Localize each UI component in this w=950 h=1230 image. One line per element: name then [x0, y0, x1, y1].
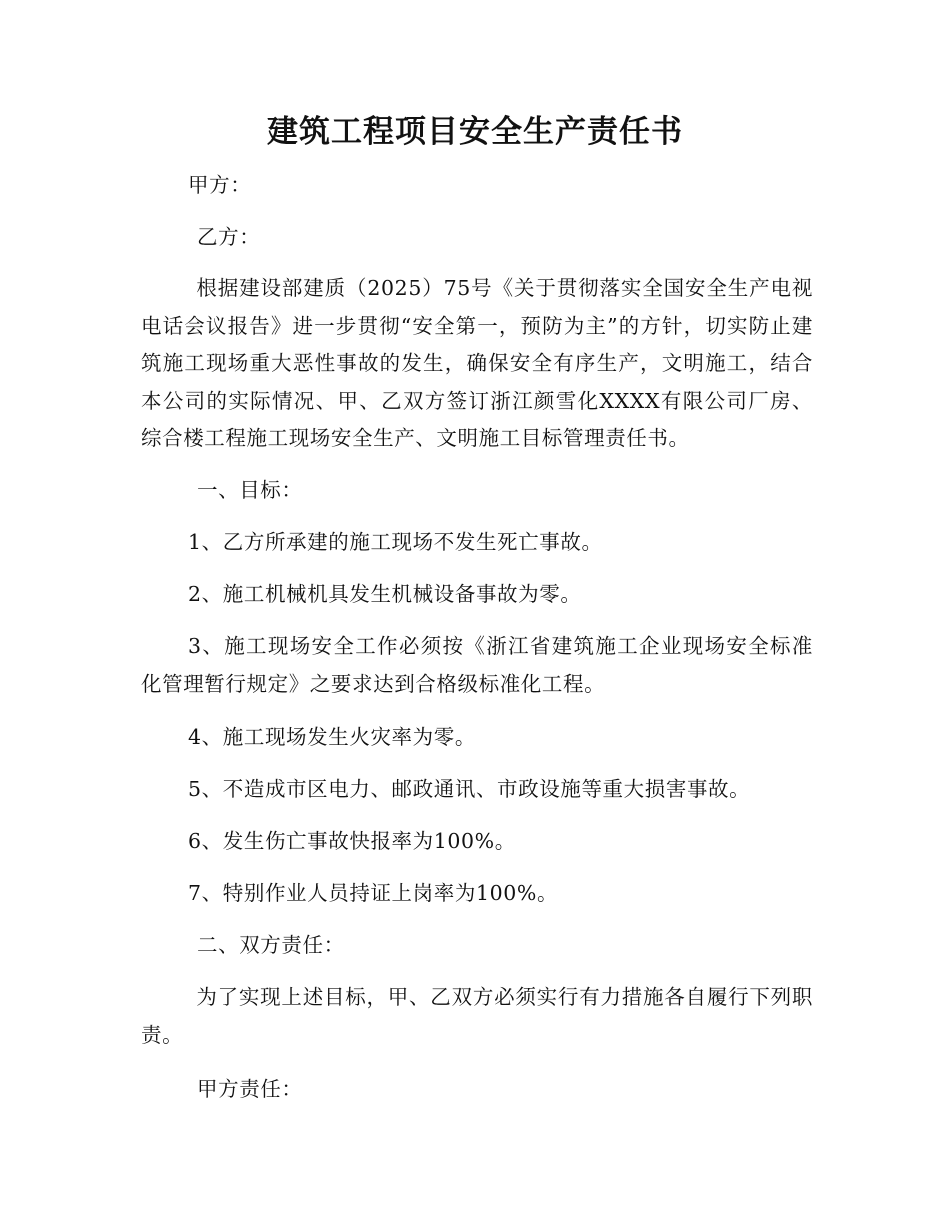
party-b-label: 乙方： — [197, 225, 261, 249]
section-duties-heading: 二、双方责任： — [197, 933, 345, 957]
goal-item-text: 3、施工现场安全工作必须按《浙江省建筑施工企业现场安全标准化管理暂行规定》之要求达到合格级标准化工程。 — [141, 634, 813, 696]
goal-item: 6、发生伤亡事故快报率为100%。 — [188, 829, 516, 853]
duties-paragraph: 为了实现上述目标，甲、乙双方必须实行有力措施各自履行下列职责。 — [141, 985, 813, 1047]
party-a-label: 甲方： — [188, 173, 252, 197]
goal-item: 4、施工现场发生火灾率为零。 — [188, 725, 476, 749]
goal-item: 2、施工机械机具发生机械设备事故为零。 — [188, 582, 582, 606]
intro-paragraph: 根据建设部建质（2025）75号《关于贯彻落实全国安全生产电视电话会议报告》进一步贯彻“安全第一，预防为主”的方针，切实防止建筑施工现场重大恶性事故的发生，确保安全有序生产，文明施工，结合本公司的实际情况、甲、乙双方签订浙江颜雪化XXXX有限公司厂房、综合楼工程施工现场安全生产、文明施工目标管理责任书。 — [141, 276, 813, 450]
goal-item — [141, 628, 813, 703]
party-a-duty-heading: 甲方责任： — [197, 1077, 303, 1101]
goal-item: 7、特别作业人员持证上岗率为100%。 — [188, 881, 559, 905]
goal-item: 5、不造成市区电力、邮政通讯、市政设施等重大损害事故。 — [188, 777, 751, 801]
goal-item: 1、乙方所承建的施工现场不发生死亡事故。 — [188, 530, 603, 554]
document-title: 建筑工程项目安全生产责任书 — [267, 114, 683, 150]
section-goals-heading: 一、目标： — [197, 478, 303, 502]
